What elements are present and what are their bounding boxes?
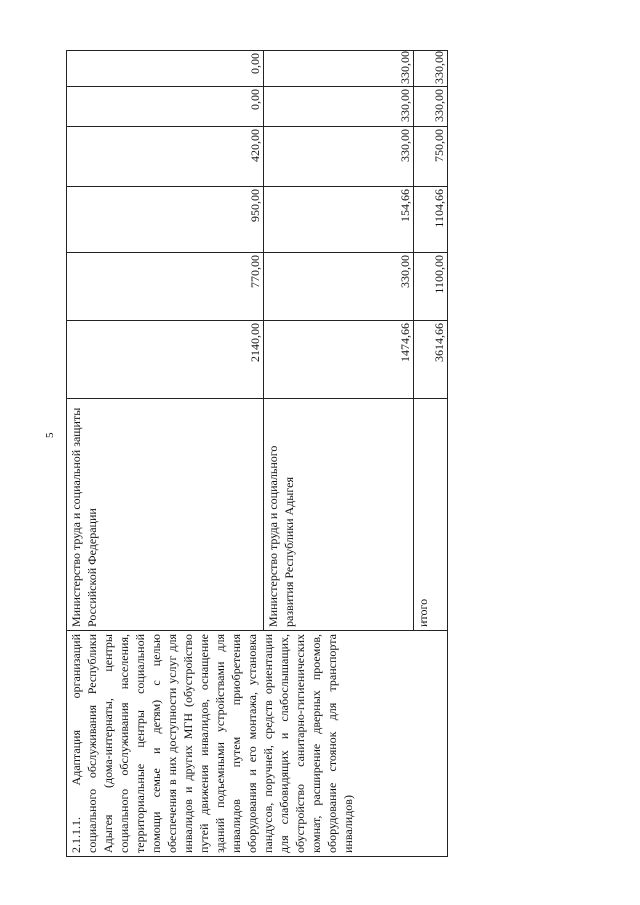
- total-cell: 330,00: [414, 87, 448, 127]
- funding-table: [66, 50, 448, 857]
- total-cell: 3614,66: [414, 321, 448, 399]
- executor-cell: Министерство труда и социальной защиты Российской Федерации: [67, 399, 264, 631]
- funding-table-rotated: [66, 51, 448, 857]
- item-description: 2.1.1.1. Адаптация организаций социального обслуживания Республики Адыгея (дома-интернаты, центры социального обслуживания населения, территориальные центры социальной помощи семье и детям) с целью обеспечения в них доступности услуг для инвалидов и других МГН (обустройство путей движения инвалидов, оснащение зданий подъемными устройствами для инвалидов путем приобретения оборудования и его монтажа, установка пандусов, поручней, средств ориентации для слабовидящих и слабослышащих, обустройство санитарно-гигиенических комнат, расширение дверных проемов, оборудование стоянок для транспорта инвалидов): [67, 631, 448, 857]
- table-row: [67, 51, 264, 857]
- value-cell: 0,00: [67, 51, 264, 87]
- value-cell: 950,00: [67, 187, 264, 253]
- value-cell: 420,00: [67, 127, 264, 187]
- value-cell: 154,66: [263, 187, 413, 253]
- total-cell: 330,00: [414, 51, 448, 87]
- value-cell: 770,00: [67, 253, 264, 321]
- executor-cell: итого: [414, 399, 448, 631]
- value-cell: 2140,00: [67, 321, 264, 399]
- value-cell: 330,00: [263, 253, 413, 321]
- value-cell: 330,00: [263, 51, 413, 87]
- executor-cell: Министерство труда и социального развития Республики Адыгея: [263, 399, 413, 631]
- total-cell: 750,00: [414, 127, 448, 187]
- page-number: 5: [44, 432, 56, 438]
- total-cell: 1104,66: [414, 187, 448, 253]
- value-cell: 0,00: [67, 87, 264, 127]
- total-cell: 1100,00: [414, 253, 448, 321]
- value-cell: 330,00: [263, 87, 413, 127]
- value-cell: 1474,66: [263, 321, 413, 399]
- value-cell: 330,00: [263, 127, 413, 187]
